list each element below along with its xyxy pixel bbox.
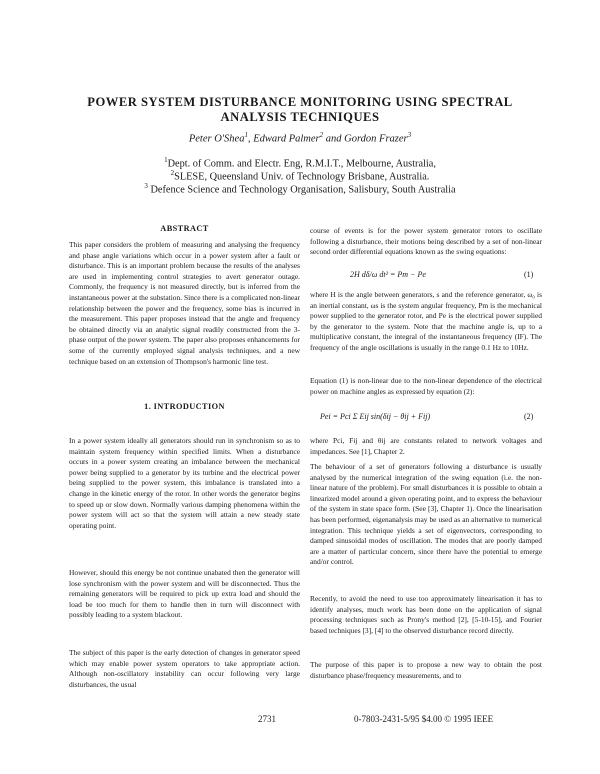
paper-title (60, 95, 540, 125)
affiliation (60, 182, 540, 195)
author-sup: 2 (319, 131, 324, 139)
paragraph: The behaviour of a set of generators following a disturbance is usually analysed by the numerical integration of the swing equation (i.e. the non-linear nature of the problem). For small disturbances it is possible to obtain a linearized model around a given operating point, and to express the behaviour of the system in state space form. (See [3], Chapter 1). Once the linearisation has been performed, eigenanalysis may be used as an alternative to numerical integration. This technique yields a set of eigenvectors, corresponding to damped sinusoidal modes of oscillation. The modes that are poorly damped are a matter of particular concern, since there have the potential to emerge and/or control. (310, 462, 542, 567)
paragraph: where Pci, Fij and θij are constants related to network voltages and impedances. See [1], Chapter 2. (310, 436, 542, 456)
affiliation-sup: 1 (164, 156, 168, 164)
equation-number: (1) (524, 270, 534, 279)
body-paragraph (310, 594, 542, 636)
equation-1: 2H dδ/ω dt² = Pm − Pe (350, 270, 426, 279)
title-line-1: POWER SYSTEM DISTURBANCE MONITORING USING SPECTRAL (87, 95, 513, 109)
intro-paragraph (69, 436, 300, 531)
author-separator: and (323, 133, 345, 145)
affiliation-text: SLESE, Queensland Univ. of Technology Brisbane, Australia. (174, 171, 430, 183)
body-paragraph (310, 436, 542, 457)
affiliation-sup: 3 (144, 182, 148, 190)
equation-number: (2) (524, 412, 534, 421)
affiliation-text: Defence Science and Technology Organisation, Salisbury, South Australia (147, 184, 456, 196)
author-name: Gordon Frazer (344, 133, 408, 145)
author-list (60, 131, 540, 145)
intro-paragraph (69, 648, 300, 690)
abstract-text (69, 240, 300, 367)
paragraph: Equation (1) is non-linear due to the non-linear dependence of the electrical power on machine angles as expressed by equation (2): (310, 376, 542, 396)
affiliation (60, 156, 540, 169)
body-paragraph (310, 290, 542, 354)
body-paragraph (310, 376, 542, 397)
author-sup: 3 (407, 131, 412, 139)
intro-paragraph (69, 568, 300, 621)
abstract-heading: ABSTRACT (160, 224, 209, 233)
author-name: Edward Palmer (253, 133, 320, 145)
paragraph: The subject of this paper is the early detection of changes in generator speed which may enable power system operators to take appropriate action. Although non-oscillatory instability can occur following very large disturbances, the usual (69, 648, 300, 689)
author-sup: 1 (244, 131, 248, 139)
affiliation-sup: 2 (170, 169, 175, 177)
paragraph: where H is the angle between generators, s and the reference generator, ω₀ is an inertial constant, ωs is the system angular frequency, Pm is the mechanical power supplied to the generator rotor, and Pe is the electrical power supplied by the generator to the system. Note that the machine angle is, up to a multiplicative constant, the integral of the instantaneous frequency (IF). The frequency of the angle oscillations is usually in the range 0.1 Hz to 10Hz. (310, 290, 542, 352)
author-name: Peter O'Shea (188, 133, 245, 145)
author-separator: , (247, 133, 254, 145)
copyright-line: 0-7803-2431-5/95 $4.00 © 1995 IEEE (354, 714, 494, 724)
paragraph: course of events is for the power system generator rotors to oscillate following a disturbance, their motions being described by a set of non-linear second order differential equations known as the swing equations: (310, 226, 542, 257)
paragraph: In a power system ideally all generators should run in synchronism so as to maintain system frequency within specified limits. When a disturbance occurs in a power system creating an imbalance between the mechanical power being supplied to a generator by its turbine and the electrical power being supplied to the power system, this imbalance is translated into a change in the kinetic energy of the rotor. In other words the generator begins to speed up or slow down. Normally various damping phenomena within the power system will act so that the system will attain a new steady state operating point. (69, 436, 300, 530)
page-number: 2731 (258, 714, 276, 724)
body-paragraph (310, 226, 542, 258)
paragraph: Recently, to avoid the need to use too approximately linearisation it has to identify analyses, much work has been done on the application of signal processing techniques such as Prony's method [2], [5-10-15], and Fourier based techniques [3], [4] to the observed disturbance record directly. (310, 594, 542, 635)
section-heading: 1. INTRODUCTION (144, 402, 225, 411)
body-paragraph (310, 660, 542, 681)
title-line-2: ANALYSIS TECHNIQUES (220, 110, 380, 124)
paragraph: The purpose of this paper is to propose a new way to obtain the post disturbance phase/frequency measurements, and to (310, 660, 542, 680)
equation-2: Pei = Pci Σ Eij sin(δij − θij + Fij) (320, 412, 431, 421)
affiliation-text: Dept. of Comm. and Electr. Eng, R.M.I.T., Melbourne, Australia, (167, 158, 436, 170)
abstract-paragraph: This paper considers the problem of measuring and analysing the frequency and phase angle variations which occur in a power system after a fault or disturbance. This is an important problem because the results of the analyses are used in implementing control strategies to avert generator outage. Commonly, the frequency is not measured directly, but is inferred from the instantaneous power at the substation. Since there is a complicated non-linear relationship between the power and the frequency, some bias is incurred in the measurement. This paper proposes instead that the angle and frequency be obtained directly via an analytic signal readily constructed from the 3-phase output of the power system. The paper also proposes enhancements for some of the currently employed signal analysis techniques, and a new technique based on an extension of Thompson's harmonic line test. (69, 240, 300, 366)
affiliation (60, 169, 540, 182)
paragraph: However, should this energy be not continue unabated then the generator will lose synchronism with the power system and will be disconnected. Thus the remaining generators will be required to pick up extra load and should the load be too much for them to handle then in turn will disconnect with possibly leading to a system blackout. (69, 568, 300, 620)
body-paragraph (310, 462, 542, 568)
